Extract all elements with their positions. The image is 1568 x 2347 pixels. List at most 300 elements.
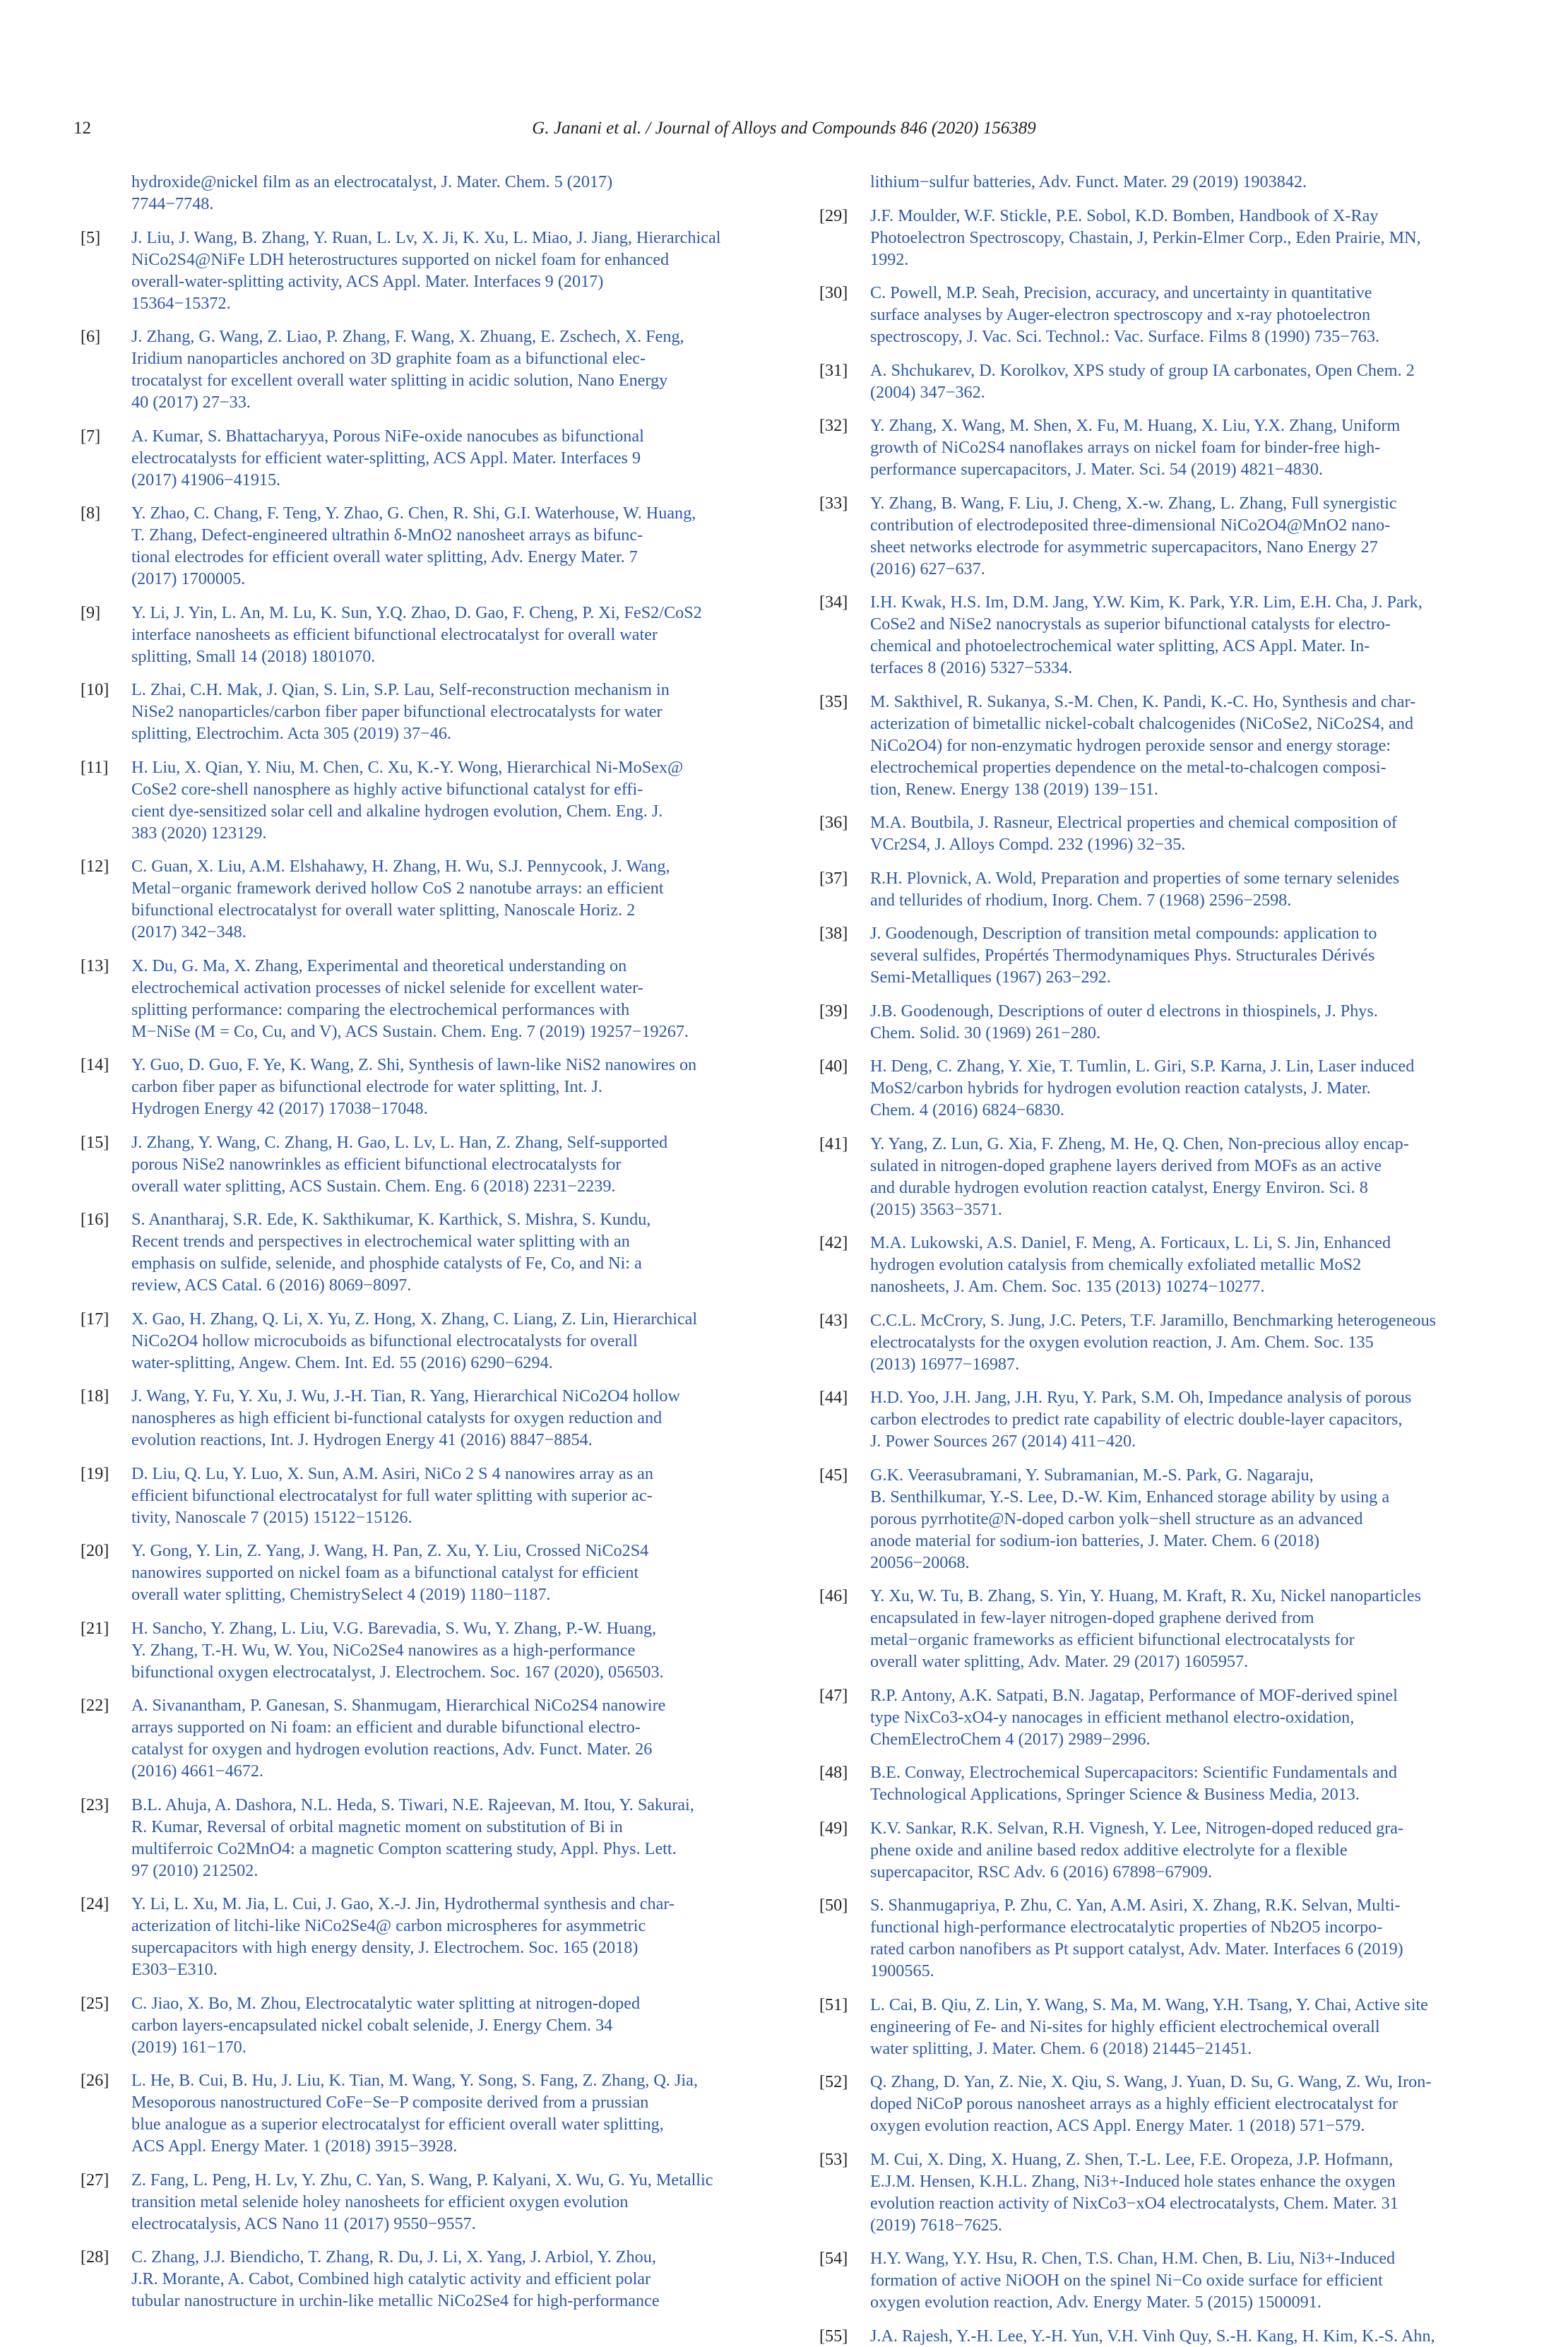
reference-line: electrochemical properties dependence on the metal-to-chalcogen composi-: [870, 757, 1386, 777]
reference-line: CoSe2 core-shell nanosphere as highly active bifunctional catalyst for effi-: [131, 779, 643, 799]
reference-text[interactable]: [131, 855, 750, 943]
reference-item: [819, 1894, 1489, 1982]
reference-line: B.E. Conway, Electrochemical Supercapacitors: Scientific Fundamentals and: [870, 1763, 1397, 1782]
reference-line: electrocatalysts for the oxygen evolution reaction, J. Am. Chem. Soc. 135: [870, 1332, 1374, 1352]
reference-gap: [81, 2157, 750, 2169]
reference-line: terfaces 8 (2016) 5327−5334.: [870, 658, 1073, 677]
reference-line: spectroscopy, J. Vac. Sci. Technol.: Vac. Surface. Films 8 (1990) 735−763.: [870, 327, 1380, 346]
reference-line: carbon electrodes to predict rate capability of electric double-layer capacitors,: [870, 1410, 1403, 1429]
reference-gap: [819, 1044, 1489, 1056]
reference-text[interactable]: [870, 1761, 1489, 1805]
reference-number: [50]: [819, 1896, 848, 1915]
reference-line: arrays supported on Ni foam: an efficient and durable bifunctional electro-: [131, 1718, 641, 1737]
reference-item: [819, 360, 1489, 403]
reference-line: electrocatalysts for efficient water-splitting, ACS Appl. Mater. Interfaces 9: [131, 448, 641, 468]
reference-item: [81, 1694, 750, 1782]
reference-line: carbon fiber paper as bifunctional electrode for water splitting, Int. J.: [131, 1077, 602, 1096]
reference-text[interactable]: [870, 1994, 1489, 2060]
reference-line: S. Anantharaj, S.R. Ede, K. Sakthikumar, K. Karthick, S. Mishra, S. Kundu,: [131, 1210, 651, 1229]
reference-gap: [819, 1297, 1489, 1309]
reference-line: hydroxide@nickel film as an electrocatalyst, J. Mater. Chem. 5 (2017): [131, 172, 613, 191]
reference-line: E.J.M. Hensen, K.H.L. Zhang, Ni3+-Induced hole states enhance the oxygen: [870, 2171, 1396, 2191]
reference-line: tional electrodes for efficient overall water splitting, Adv. Energy Mater. 7: [131, 547, 638, 566]
reference-line: Technological Applications, Springer Science & Business Media, 2013.: [870, 1785, 1360, 1804]
reference-item: [819, 1232, 1489, 1297]
reference-line: Z. Fang, L. Peng, H. Lv, Y. Zhu, C. Yan, S. Wang, P. Kalyani, X. Wu, G. Yu, Metallic: [131, 2170, 713, 2189]
reference-gap: [819, 988, 1489, 1000]
reference-gap: [819, 1883, 1489, 1895]
reference-line: M.A. Boutbila, J. Rasneur, Electrical properties and chemical composition of: [870, 813, 1397, 832]
reference-line: splitting, Electrochim. Acta 305 (2019) 37−46.: [131, 724, 451, 743]
reference-number: [18]: [81, 1386, 109, 1406]
reference-item: [819, 591, 1489, 679]
reference-line: R.P. Antony, A.K. Satpati, B.N. Jagatap, Performance of MOF-derived spinel: [870, 1685, 1398, 1705]
reference-text[interactable]: [870, 2325, 1489, 2347]
reference-line: Iridium nanoparticles anchored on 3D graphite foam as a bifunctional elec-: [131, 349, 646, 368]
reference-item: [819, 812, 1489, 855]
reference-text[interactable]: [131, 1893, 750, 1980]
reference-line: Y. Zhang, B. Wang, F. Liu, J. Cheng, X.-w. Zhang, L. Zhang, Full synergistic: [870, 493, 1397, 513]
reference-line: C. Guan, X. Liu, A.M. Elshahawy, H. Zhang, H. Wu, S.J. Pennycook, J. Wang,: [131, 857, 670, 876]
reference-text[interactable]: [131, 1540, 750, 1605]
reference-line: Y. Li, L. Xu, M. Jia, L. Cui, J. Gao, X.-J. Jin, Hydrothermal synthesis and char-: [131, 1894, 675, 1913]
reference-line: tivity, Nanoscale 7 (2015) 15122−15126.: [131, 1507, 412, 1527]
reference-number: [24]: [81, 1894, 109, 1913]
reference-gap: [819, 2137, 1489, 2149]
reference-text[interactable]: [870, 2149, 1489, 2236]
reference-item: [81, 326, 750, 413]
reference-text[interactable]: [131, 1385, 750, 1451]
reference-line: J. Liu, J. Wang, B. Zhang, Y. Ruan, L. Lv, X. Ji, K. Xu, L. Miao, J. Jiang, Hierarchical: [131, 227, 721, 247]
reference-text[interactable]: [131, 1131, 750, 1197]
reference-gap: [81, 413, 750, 425]
reference-text[interactable]: [131, 2246, 750, 2312]
reference-gap: [81, 1782, 750, 1794]
reference-line: NiCo2O4 hollow microcuboids as bifunctional electrocatalysts for overall: [131, 1331, 638, 1350]
reference-text[interactable]: [870, 205, 1489, 271]
reference-text[interactable]: [131, 756, 750, 844]
reference-text[interactable]: [131, 1308, 750, 1374]
reference-gap: [819, 580, 1489, 592]
reference-line: multiferroic Co2MnO4: a magnetic Compton scattering study, Appl. Phys. Lett.: [131, 1838, 677, 1858]
reference-number: [54]: [819, 2249, 848, 2268]
reference-text[interactable]: [870, 1133, 1489, 1220]
reference-number: [51]: [819, 1995, 848, 2014]
reference-line: R. Kumar, Reversal of orbital magnetic moment on substitution of Bi in: [131, 1817, 623, 1836]
reference-item: [819, 282, 1489, 347]
reference-gap: [81, 1882, 750, 1894]
reference-line: nanospheres as high efficient bi-functional catalysts for oxygen reduction and: [131, 1408, 663, 1427]
reference-item: [819, 1133, 1489, 1220]
reference-line: C. Powell, M.P. Seah, Precision, accuracy, and uncertainty in quantitative: [870, 283, 1372, 302]
reference-gap: [819, 679, 1489, 691]
reference-number: [42]: [819, 1233, 848, 1252]
reference-text[interactable]: [870, 1055, 1489, 1121]
reference-gap: [81, 491, 750, 503]
reference-item: [819, 1761, 1489, 1805]
reference-line: B. Senthilkumar, Y.-S. Lee, D.-W. Kim, Enhanced storage ability by using a: [870, 1487, 1390, 1507]
reference-number: [44]: [819, 1388, 848, 1407]
reference-line: encapsulated in few-layer nitrogen-doped graphene derived from: [870, 1608, 1314, 1627]
reference-gap: [819, 2060, 1489, 2072]
reference-line: carbon layers-encapsulated nickel cobalt selenide, J. Energy Chem. 34: [131, 2015, 613, 2035]
reference-line: evolution reaction activity of NixCo3−xO4 electrocatalysts, Chem. Mater. 31: [870, 2193, 1398, 2213]
reference-number: [8]: [81, 504, 101, 523]
reference-item: [81, 2246, 750, 2312]
reference-line: VCr2S4, J. Alloys Compd. 232 (1996) 32−35.: [870, 835, 1186, 854]
reference-line: splitting, Small 14 (2018) 1801070.: [131, 646, 376, 666]
reference-number: [30]: [819, 283, 848, 302]
reference-line: splitting performance: comparing the electrochemical performances with: [131, 999, 630, 1019]
reference-number: [38]: [819, 924, 848, 943]
reference-line: formation of active NiOOH on the spinel Ni−Co oxide surface for efficient: [870, 2271, 1383, 2290]
reference-line: I.H. Kwak, H.S. Im, D.M. Jang, Y.W. Kim, K. Park, Y.R. Lim, E.H. Cha, J. Park,: [870, 593, 1423, 612]
reference-number: [45]: [819, 1465, 848, 1485]
reference-line: (2016) 4661−4672.: [131, 1761, 263, 1781]
reference-number: [55]: [819, 2326, 848, 2346]
reference-line: L. Cai, B. Qiu, Z. Lin, Y. Wang, S. Ma, M. Wang, Y.H. Tsang, Y. Chai, Active site: [870, 1995, 1428, 2014]
reference-line: J.B. Goodenough, Descriptions of outer d electrons in thiospinels, J. Phys.: [870, 1001, 1378, 1021]
reference-number: [37]: [819, 868, 848, 888]
reference-item: [819, 922, 1489, 988]
reference-gap: [81, 844, 750, 856]
reference-line: overall-water-splitting activity, ACS Appl. Mater. Interfaces 9 (2017): [131, 271, 604, 291]
reference-line: contribution of electrodeposited three-dimensional NiCo2O4@MnO2 nano-: [870, 515, 1391, 535]
reference-gap: [81, 1451, 750, 1463]
reference-line: chemical and photoelectrochemical water splitting, ACS Appl. Mater. In-: [870, 636, 1370, 655]
reference-number: [20]: [81, 1541, 109, 1560]
reference-text[interactable]: [131, 1794, 750, 1882]
reference-text[interactable]: [131, 502, 750, 590]
reference-line: C. Jiao, X. Bo, M. Zhou, Electrocatalytic water splitting at nitrogen-doped: [131, 1993, 641, 2013]
reference-text[interactable]: [870, 492, 1489, 580]
reference-line: A. Shchukarev, D. Korolkov, XPS study of group IA carbonates, Open Chem. 2: [870, 360, 1415, 380]
reference-item: [81, 1992, 750, 2058]
reference-line: J.F. Moulder, W.F. Stickle, P.E. Sobol, K.D. Bomben, Handbook of X-Ray: [870, 206, 1379, 225]
reference-text[interactable]: [131, 1054, 750, 1119]
reference-gap: [819, 1452, 1489, 1464]
reference-text[interactable]: [131, 1208, 750, 1296]
reference-item: [819, 691, 1489, 800]
reference-number: [15]: [81, 1132, 109, 1152]
reference-text[interactable]: [870, 282, 1489, 347]
reference-line: nanowires supported on nickel foam as a bifunctional catalyst for efficient: [131, 1563, 639, 1582]
reference-line: acterization of litchi-like NiCo2Se4@ carbon microspheres for asymmetric: [131, 1916, 646, 1935]
reference-line: porous NiSe2 nanowrinkles as efficient bifunctional electrocatalysts for: [131, 1154, 622, 1174]
reference-line: evolution reactions, Int. J. Hydrogen Energy 41 (2016) 8847−8854.: [131, 1430, 593, 1449]
reference-line: NiCo2O4) for non-enzymatic hydrogen peroxide sensor and energy storage:: [870, 735, 1391, 755]
reference-number: [35]: [819, 691, 848, 711]
reference-item: [819, 1309, 1489, 1375]
reference-item: [81, 1385, 750, 1451]
reference-line: H. Sancho, Y. Zhang, L. Liu, V.G. Barevadia, S. Wu, Y. Zhang, P.-W. Huang,: [131, 1618, 657, 1638]
reference-line: sheet networks electrode for asymmetric supercapacitors, Nano Energy 27: [870, 537, 1378, 557]
reference-line: 97 (2010) 212502.: [131, 1860, 259, 1880]
reference-continuation[interactable]: [819, 171, 1489, 193]
reference-number: [25]: [81, 1993, 109, 2013]
reference-line: tion, Renew. Energy 138 (2019) 139−151.: [870, 779, 1158, 799]
reference-number: [6]: [81, 327, 101, 346]
reference-line: Y. Xu, W. Tu, B. Zhang, S. Yin, Y. Huang, M. Kraft, R. Xu, Nickel nanoparticles: [870, 1586, 1422, 1605]
reference-gap: [819, 1574, 1489, 1586]
reference-gap: [819, 855, 1489, 867]
reference-line: H. Deng, C. Zhang, Y. Xie, T. Tumlin, L. Giri, S.P. Karna, J. Lin, Laser induced: [870, 1057, 1415, 1076]
reference-gap: [819, 2313, 1489, 2325]
reference-number: [12]: [81, 857, 109, 876]
reference-number: [32]: [819, 416, 848, 435]
reference-line: electrocatalysis, ACS Nano 11 (2017) 9550−9557.: [131, 2214, 476, 2233]
reference-item: [81, 602, 750, 667]
reference-line: Y. Gong, Y. Lin, Z. Yang, J. Wang, H. Pan, Z. Xu, Y. Liu, Crossed NiCo2S4: [131, 1541, 649, 1560]
reference-gap: [81, 1296, 750, 1308]
reference-gap: [81, 1042, 750, 1054]
reference-text[interactable]: [870, 171, 1489, 193]
reference-text[interactable]: [131, 227, 750, 314]
reference-item: [819, 492, 1489, 580]
reference-gap: [819, 403, 1489, 415]
reference-gap: [819, 347, 1489, 360]
reference-text[interactable]: [870, 812, 1489, 855]
reference-item: [81, 502, 750, 590]
reference-number: [10]: [81, 680, 109, 699]
reference-item: [81, 1893, 750, 1980]
reference-number: [22]: [81, 1696, 109, 1715]
reference-line: M. Sakthivel, R. Sukanya, S.-M. Chen, K. Pandi, K.-C. Ho, Synthesis and char-: [870, 691, 1416, 711]
reference-text[interactable]: [870, 1464, 1489, 1574]
reference-item: [819, 1000, 1489, 1044]
reference-number: [40]: [819, 1057, 848, 1076]
reference-gap: [81, 215, 750, 227]
reference-line: A. Kumar, S. Bhattacharyya, Porous NiFe-oxide nanocubes as bifunctional: [131, 426, 644, 446]
reference-line: growth of NiCo2S4 nanoflakes arrays on nickel foam for binder-free high-: [870, 438, 1381, 457]
reference-line: engineering of Fe- and Ni-sites for highly efficient electrochemical overall: [870, 2016, 1380, 2036]
reference-number: [27]: [81, 2170, 109, 2189]
reference-gap: [81, 314, 750, 326]
reference-line: catalyst for oxygen and hydrogen evolution reactions, Adv. Funct. Mater. 26: [131, 1740, 653, 1759]
reference-line: performance supercapacitors, J. Mater. Sci. 54 (2019) 4821−4830.: [870, 460, 1323, 479]
reference-item: [81, 1131, 750, 1197]
reference-line: D. Liu, Q. Lu, Y. Luo, X. Sun, A.M. Asiri, NiCo 2 S 4 nanowires array as an: [131, 1463, 654, 1483]
reference-line: electrochemical activation processes of nickel selenide for excellent water-: [131, 978, 643, 997]
reference-gap: [81, 2058, 750, 2070]
reference-line: phene oxide and aniline based redox additive electrolyte for a flexible: [870, 1840, 1348, 1860]
reference-line: transition metal selenide holey nanosheets for efficient oxygen evolution: [131, 2192, 629, 2211]
reference-line: Y. Guo, D. Guo, F. Ye, K. Wang, Z. Shi, Synthesis of lawn-like NiS2 nanowires on: [131, 1055, 697, 1074]
running-title: G. Janani et al. / Journal of Alloys and Compounds 846 (2020) 156389: [532, 119, 1036, 138]
reference-text[interactable]: [131, 1992, 750, 2058]
reference-gap: [81, 943, 750, 955]
reference-line: Hydrogen Energy 42 (2017) 17038−17048.: [131, 1099, 428, 1118]
reference-text[interactable]: [131, 425, 750, 491]
reference-number: [53]: [819, 2149, 848, 2169]
reference-line: (2019) 7618−7625.: [870, 2215, 1002, 2235]
reference-item: [81, 227, 750, 314]
reference-line: water-splitting, Angew. Chem. Int. Ed. 55 (2016) 6290−6294.: [131, 1353, 553, 1372]
reference-gap: [819, 271, 1489, 283]
reference-line: acterization of bimetallic nickel-cobalt chalcogenides (NiCoSe2, NiCo2S4, and: [870, 713, 1414, 733]
reference-text[interactable]: [870, 591, 1489, 679]
left-reference-column: [81, 171, 750, 2312]
reference-line: NiCo2S4@NiFe LDH heterostructures supported on nickel foam for enhanced: [131, 249, 670, 269]
reference-line: doped NiCoP porous nanosheet arrays as a highly efficient electrocatalyst for: [870, 2094, 1398, 2113]
reference-line: (2019) 161−170.: [131, 2037, 247, 2057]
reference-line: Chem. Solid. 30 (1969) 261−280.: [870, 1023, 1101, 1042]
reference-number: [5]: [81, 227, 101, 247]
reference-item: [819, 1685, 1489, 1750]
reference-line: cient dye-sensitized solar cell and alkaline hydrogen evolution, Chem. Eng. J.: [131, 801, 663, 821]
reference-line: (2004) 347−362.: [870, 382, 985, 402]
reference-line: water splitting, J. Mater. Chem. 6 (2018) 21445−21451.: [870, 2038, 1252, 2058]
reference-number: [29]: [819, 206, 848, 225]
reference-text[interactable]: [131, 326, 750, 413]
reference-number: [41]: [819, 1134, 848, 1153]
reference-line: J. Power Sources 267 (2014) 411−420.: [870, 1432, 1136, 1451]
reference-gap: [81, 744, 750, 756]
reference-continuation[interactable]: [81, 171, 750, 215]
reference-gap: [819, 1375, 1489, 1387]
reference-text[interactable]: [870, 360, 1489, 403]
reference-item: [81, 679, 750, 744]
reference-line: (2017) 41906−41915.: [131, 470, 281, 489]
reference-item: [81, 1463, 750, 1528]
reference-line: J.R. Morante, A. Cabot, Combined high catalytic activity and efficient polar: [131, 2269, 651, 2288]
reference-line: ChemElectroChem 4 (2017) 2989−2996.: [870, 1729, 1151, 1749]
reference-text[interactable]: [870, 415, 1489, 480]
reference-gap: [819, 1805, 1489, 1817]
reference-item: [81, 1794, 750, 1882]
reference-line: X. Du, G. Ma, X. Zhang, Experimental and theoretical understanding on: [131, 956, 627, 975]
reference-number: [17]: [81, 1309, 109, 1329]
reference-line: supercapacitor, RSC Adv. 6 (2016) 67898−67909.: [870, 1862, 1213, 1882]
reference-text[interactable]: [131, 1463, 750, 1528]
reference-text[interactable]: [870, 867, 1489, 911]
reference-line: Y. Zhang, T.-H. Wu, W. You, NiCo2Se4 nanowires as a high-performance: [131, 1640, 636, 1660]
reference-line: porous pyrrhotite@N-doped carbon yolk−shell structure as an advanced: [870, 1509, 1363, 1528]
reference-line: Recent trends and perspectives in electrochemical water splitting with an: [131, 1232, 630, 1251]
reference-item: [819, 415, 1489, 480]
reference-line: C.C.L. McCrory, S. Jung, J.C. Peters, T.F. Jaramillo, Benchmarking heterogeneous: [870, 1310, 1437, 1330]
reference-text[interactable]: [870, 1386, 1489, 1452]
reference-item: [819, 1994, 1489, 2060]
reference-text[interactable]: [131, 1694, 750, 1782]
reference-text[interactable]: [870, 1000, 1489, 1044]
reference-gap: [819, 800, 1489, 812]
reference-gap: [81, 667, 750, 679]
reference-gap: [819, 911, 1489, 923]
reference-item: [819, 2071, 1489, 2137]
reference-text[interactable]: [131, 2069, 750, 2157]
reference-gap: [81, 1119, 750, 1131]
reference-number: [48]: [819, 1763, 848, 1782]
reference-item: [819, 2325, 1489, 2347]
reference-line: B.L. Ahuja, A. Dashora, N.L. Heda, S. Tiwari, N.E. Rajeevan, M. Itou, Y. Sakurai,: [131, 1795, 694, 1814]
reference-text[interactable]: [870, 1817, 1489, 1883]
reference-line: and durable hydrogen evolution reaction catalyst, Energy Environ. Sci. 8: [870, 1177, 1368, 1197]
reference-line: J.A. Rajesh, Y.-H. Lee, Y.-H. Yun, V.H. Vinh Quy, S.-H. Kang, H. Kim, K.-S. Ahn,: [870, 2326, 1435, 2346]
reference-number: [36]: [819, 813, 848, 832]
reference-line: bifunctional electrocatalyst for overall water splitting, Nanoscale Horiz. 2: [131, 901, 636, 920]
reference-item: [819, 1055, 1489, 1121]
reference-text[interactable]: [870, 691, 1489, 800]
reference-gap: [81, 1683, 750, 1695]
reference-gap: [819, 1121, 1489, 1133]
reference-item: [819, 205, 1489, 271]
reference-item: [819, 1817, 1489, 1883]
reference-number: [43]: [819, 1310, 848, 1330]
reference-number: [52]: [819, 2072, 848, 2091]
reference-item: [819, 1464, 1489, 1574]
reference-text[interactable]: [870, 922, 1489, 988]
reference-line: C. Zhang, J.J. Biendicho, T. Zhang, R. Du, J. Li, X. Yang, J. Arbiol, Y. Zhou,: [131, 2247, 656, 2266]
reference-text[interactable]: [870, 1309, 1489, 1375]
reference-gap: [819, 2236, 1489, 2248]
reference-line: J. Zhang, G. Wang, Z. Liao, P. Zhang, F. Wang, X. Zhuang, E. Zschech, X. Feng,: [131, 327, 684, 346]
reference-line: rated carbon nanofibers as Pt support catalyst, Adv. Mater. Interfaces 6 (2019): [870, 1939, 1403, 1959]
reference-line: oxygen evolution reaction, Adv. Energy Mater. 5 (2015) 1500091.: [870, 2293, 1321, 2312]
reference-item: [81, 1540, 750, 1605]
reference-text[interactable]: [131, 955, 750, 1042]
reference-line: Y. Zhao, C. Chang, F. Teng, Y. Zhao, G. Chen, R. Shi, G.I. Waterhouse, W. Huang,: [131, 504, 696, 523]
reference-line: hydrogen evolution catalysis from chemically exfoliated metallic MoS2: [870, 1255, 1362, 1274]
reference-text[interactable]: [870, 2071, 1489, 2137]
reference-text[interactable]: [131, 1617, 750, 1683]
reference-number: [31]: [819, 360, 848, 380]
reference-text[interactable]: [131, 2169, 750, 2235]
reference-text[interactable]: [870, 1232, 1489, 1297]
reference-line: (2017) 342−348.: [131, 922, 247, 941]
reference-item: [819, 1585, 1489, 1672]
reference-line: Metal−organic framework derived hollow CoS 2 nanotube arrays: an efficient: [131, 879, 664, 898]
reference-line: 7744−7748.: [131, 194, 214, 213]
reference-item: [81, 2069, 750, 2157]
reference-text[interactable]: [131, 171, 750, 215]
reference-line: (2013) 16977−16987.: [870, 1354, 1020, 1374]
reference-line: sulated in nitrogen-doped graphene layers derived from MOFs as an active: [870, 1155, 1382, 1175]
reference-item: [81, 955, 750, 1042]
reference-line: trocatalyst for excellent overall water splitting in acidic solution, Nano Energy: [131, 371, 668, 390]
reference-line: bifunctional oxygen electrocatalyst, J. Electrochem. Soc. 167 (2020), 056503.: [131, 1662, 664, 1682]
reference-line: 40 (2017) 27−33.: [131, 393, 251, 412]
right-reference-column: [819, 171, 1489, 2347]
reference-line: J. Zhang, Y. Wang, C. Zhang, H. Gao, L. Lv, L. Han, Z. Zhang, Self-supported: [131, 1132, 668, 1152]
reference-line: Chem. 4 (2016) 6824−6830.: [870, 1100, 1064, 1119]
reference-item: [81, 2169, 750, 2235]
reference-line: M.A. Lukowski, A.S. Daniel, F. Meng, A. Forticaux, L. Li, S. Jin, Enhanced: [870, 1233, 1391, 1252]
reference-number: [47]: [819, 1685, 848, 1705]
reference-gap: [819, 1750, 1489, 1762]
reference-line: type NixCo3-xO4-y nanocages in efficient methanol electro-oxidation,: [870, 1707, 1355, 1727]
reference-line: surface analyses by Auger-electron spectroscopy and x-ray photoelectron: [870, 305, 1371, 324]
reference-text[interactable]: [870, 1894, 1489, 1982]
reference-line: Photoelectron Spectroscopy, Chastain, J, Perkin-Elmer Corp., Eden Prairie, MN,: [870, 227, 1421, 247]
reference-line: M. Cui, X. Ding, X. Huang, Z. Shen, T.-L. Lee, F.E. Oropeza, J.P. Hofmann,: [870, 2149, 1394, 2169]
reference-line: nanosheets, J. Am. Chem. Soc. 135 (2013) 10274−10277.: [870, 1277, 1265, 1296]
reference-text[interactable]: [870, 2247, 1489, 2313]
reference-text[interactable]: [131, 602, 750, 667]
reference-line: X. Gao, H. Zhang, Q. Li, X. Yu, Z. Hong, X. Zhang, C. Liang, Z. Lin, Hierarchical: [131, 1309, 698, 1329]
reference-line: MoS2/carbon hybrids for hydrogen evolution reaction catalysts, J. Mater.: [870, 1079, 1371, 1098]
reference-text[interactable]: [131, 679, 750, 744]
reference-gap: [819, 480, 1489, 492]
reference-line: emphasis on sulfide, selenide, and phosphide catalysts of Fe, Co, and Ni: a: [131, 1254, 642, 1273]
reference-item: [81, 1208, 750, 1296]
reference-line: J. Wang, Y. Fu, Y. Xu, J. Wu, J.-H. Tian, R. Yang, Hierarchical NiCo2O4 hollow: [131, 1386, 680, 1406]
reference-number: [19]: [81, 1463, 109, 1483]
reference-gap: [81, 1374, 750, 1386]
reference-text[interactable]: [870, 1585, 1489, 1672]
reference-text[interactable]: [870, 1685, 1489, 1750]
reference-line: (2016) 627−637.: [870, 559, 985, 578]
